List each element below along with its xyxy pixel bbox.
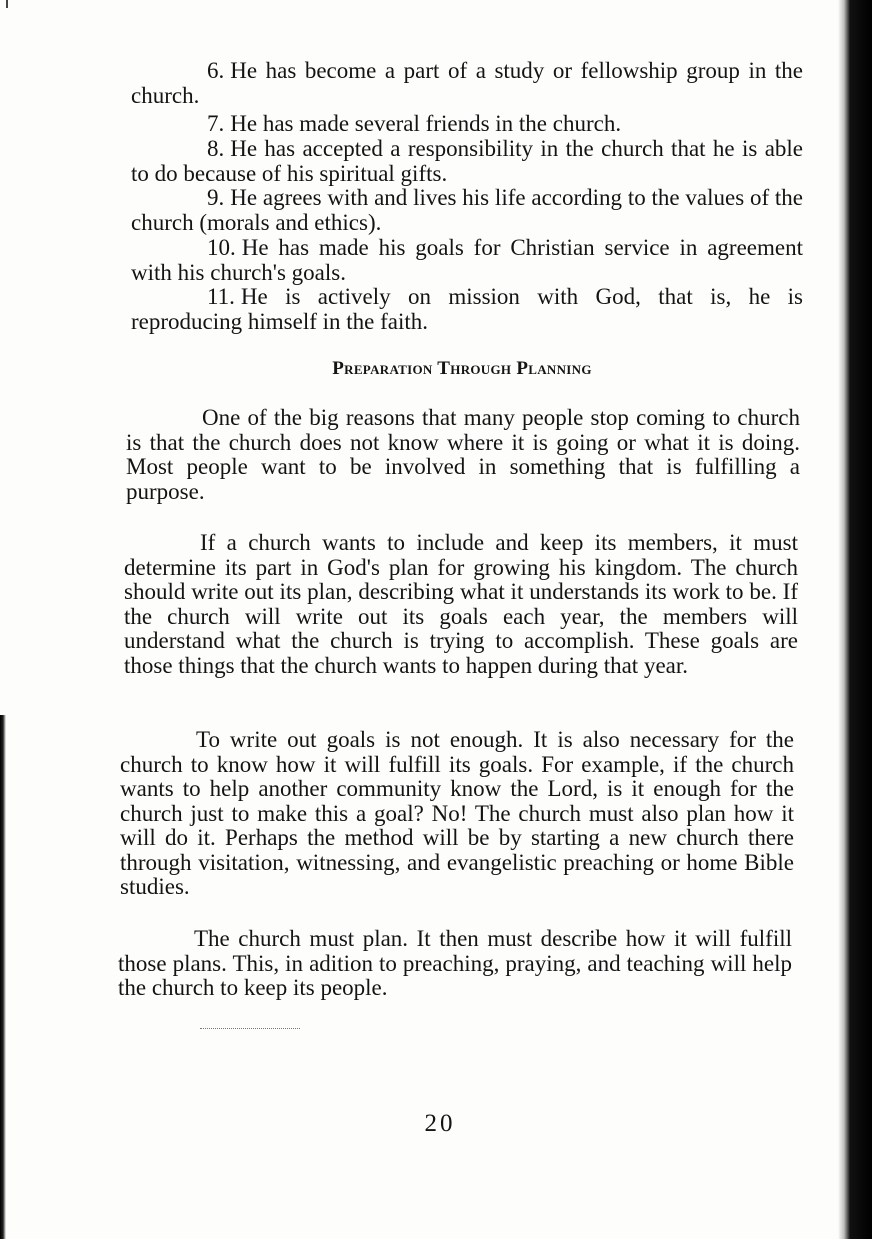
list-item-text: He has accepted a responsibility in the church that he is able to do because of his spiritual gifts.: [131, 136, 803, 186]
scan-artifact-dots: [200, 1028, 300, 1031]
list-item-number: 8.: [207, 136, 225, 161]
list-item-text: He has become a part of a study or fellowship group in the church.: [131, 58, 803, 108]
list-item-text: He has made his goals for Christian service in agreement with his church's goals.: [131, 235, 803, 285]
list-item: [131, 185, 803, 235]
list-item-text: He is actively on mission with God, that is, he is reproducing himself in the faith.: [131, 284, 803, 334]
body-paragraph: The church must plan. It then must describe how it will fulfill those plans. This, in adition to preaching, praying, and teaching will help the church to keep its people.: [118, 926, 792, 1000]
list-item-text: He has made several friends in the church.: [230, 111, 622, 136]
list-item-number: 11.: [207, 284, 235, 309]
list-item: [131, 235, 803, 285]
list-item-number: 9.: [207, 185, 225, 210]
section-heading: Preparation Through Planning: [332, 358, 592, 379]
list-item: [131, 111, 803, 136]
scan-edge-right: [838, 0, 872, 1239]
list-item-number: 7.: [207, 111, 225, 136]
list-item-number: 10.: [207, 235, 236, 260]
body-paragraph: To write out goals is not enough. It is also necessary for the church to know how it will fulfill its goals. For example, if the church wants to help another community know the Lord, is it enough for the church just to make this a goal? No! The church must also plan how it will do it. Perhaps the method will be by starting a new church there through visitation, witnessing, and evangelistic preaching or home Bible studies.: [120, 727, 794, 899]
scan-edge-left: [0, 715, 6, 1239]
body-paragraph: One of the big reasons that many people stop coming to church is that the church does not know where it is going or what it is doing. Most people want to be involved in something that is fulfilling a purpose.: [126, 405, 800, 504]
scan-artifact-tick: [6, 0, 8, 8]
list-item: [131, 58, 803, 108]
list-item: [131, 284, 803, 334]
body-paragraph: If a church wants to include and keep its members, it must determine its part in God's plan for growing his kingdom. The church should write out its plan, describing what it understands its work to be. If the church will write out its goals each year, the members will understand what the church is trying to accomplish. These goals are those things that the church wants to happen during that year.: [124, 530, 798, 678]
list-item-number: 6.: [207, 58, 225, 83]
list-item-text: He agrees with and lives his life according to the values of the church (morals and ethics).: [131, 185, 803, 235]
list-item: [131, 136, 803, 186]
page-number: 20: [424, 1110, 456, 1137]
